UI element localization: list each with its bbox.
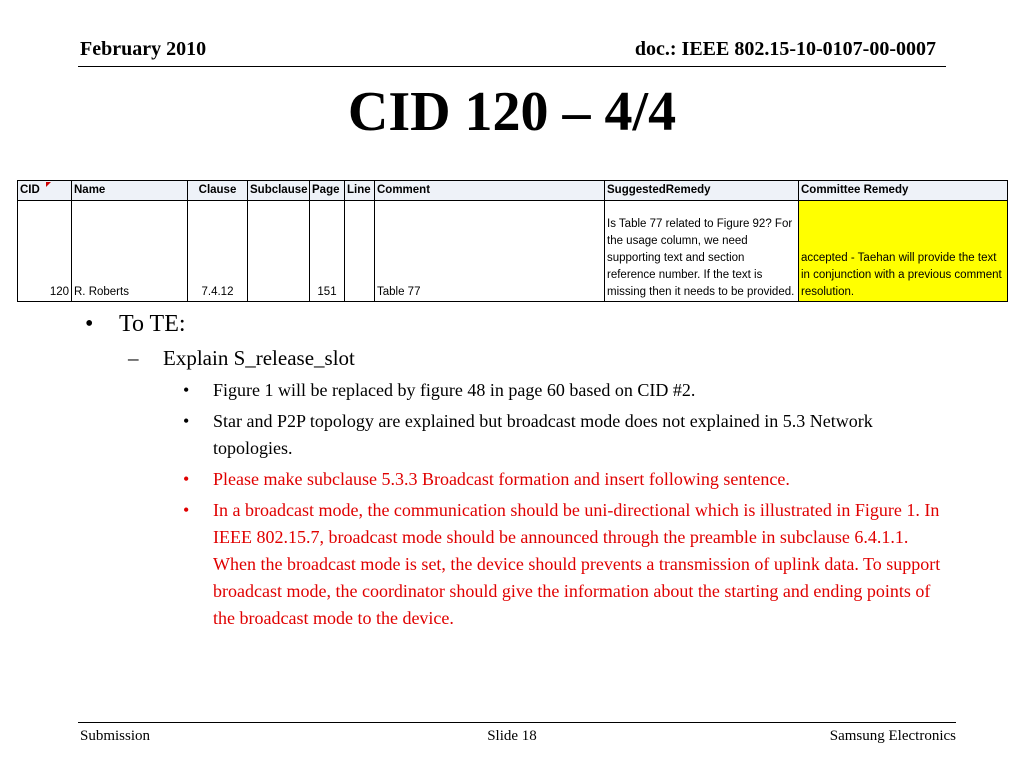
header-subclause: Subclause [248, 181, 310, 201]
header-comment: Comment [375, 181, 605, 201]
cell-line [345, 201, 375, 302]
table-row [18, 201, 1008, 302]
cell-suggested-remedy: Is Table 77 related to Figure 92? For the usage column, we need supporting text and section reference number. If the text is missing then it needs to be provided. [605, 201, 799, 302]
bullet-dot-icon: • [183, 380, 190, 400]
footer-slide-number: Slide 18 [487, 728, 537, 744]
header-doc-id: doc.: IEEE 802.15-10-0107-00-0007 [634, 38, 936, 60]
header-suggested-remedy: SuggestedRemedy [605, 181, 799, 201]
list-item: • Star and P2P topology are explained but broadcast mode does not explained in 5.3 Network topologies. [80, 408, 960, 462]
cell-committee-remedy: accepted - Taehan will provide the text in conjunction with a previous comment resolution. [799, 201, 1008, 302]
header-divider [78, 66, 946, 67]
list-item: • Please make subclause 5.3.3 Broadcast formation and insert following sentence. [80, 466, 960, 493]
bullet-dot-icon: • [183, 411, 190, 431]
footer-company: Samsung Electronics [829, 728, 956, 744]
table-header-row [18, 181, 1008, 201]
list-item: – Explain S_release_slot [80, 343, 960, 373]
comment-indicator-icon [46, 182, 51, 187]
slide-title: CID 120 – 4/4 [347, 81, 677, 143]
bullet-dot-icon: • [183, 500, 190, 520]
cell-clause: 7.4.12 [188, 201, 248, 302]
header-clause: Clause [188, 181, 248, 201]
header-cid: CID [18, 181, 72, 201]
bullet-list [80, 308, 960, 632]
list-item: • Figure 1 will be replaced by figure 48 in page 60 based on CID #2. [80, 377, 960, 404]
list-item: • In a broadcast mode, the communication should be uni-directional which is illustrated in Figure 1. In IEEE 802.15.7, broadcast mode should be announced through the preamble in subclause 6.4.1.1. When the broadcast mode is set, the device should prevents a transmission of uplink data. To support broadcast mode, the coordinator should give the information about the starting and ending points of the broadcast mode to the device. [80, 497, 960, 632]
header-committee-remedy: Committee Remedy [799, 181, 1008, 201]
header-line: Line [345, 181, 375, 201]
bullet-dot-icon: • [183, 469, 190, 489]
list-item: • To TE: [80, 308, 960, 340]
footer-divider [78, 722, 956, 723]
footer-submission: Submission [80, 728, 151, 744]
header-name: Name [72, 181, 188, 201]
header-date: February 2010 [80, 38, 207, 60]
comment-table [17, 180, 1008, 302]
cell-page: 151 [310, 201, 345, 302]
bullet-dash-icon: – [128, 346, 139, 370]
cell-name: R. Roberts [72, 201, 188, 302]
cell-cid: 120 [18, 201, 72, 302]
header-page: Page [310, 181, 345, 201]
cell-comment: Table 77 [375, 201, 605, 302]
bullet-dot-icon: • [85, 311, 94, 337]
cell-subclause [248, 201, 310, 302]
